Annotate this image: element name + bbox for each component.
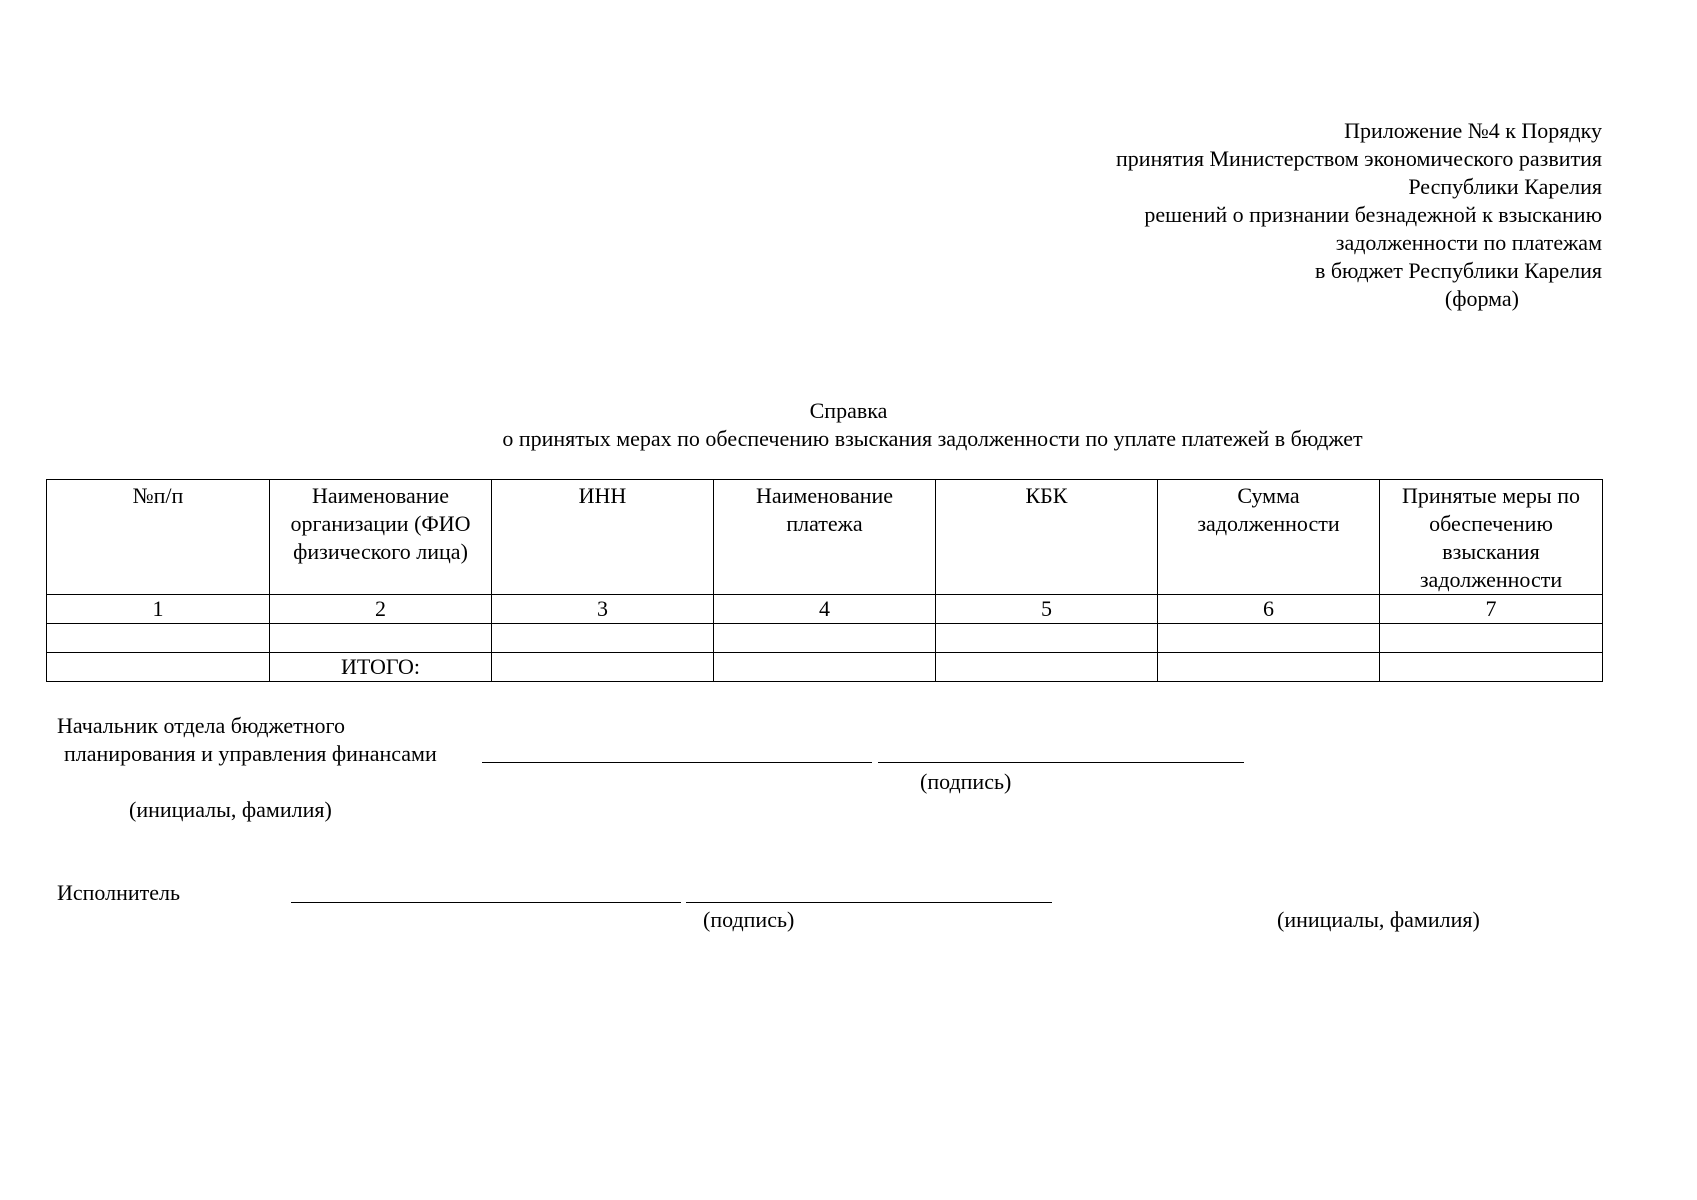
appendix-line: задолженности по платежам xyxy=(1335,230,1602,255)
table-row xyxy=(47,624,1603,653)
table-header-cell: ИНН xyxy=(492,480,714,595)
head-initials-field[interactable] xyxy=(878,762,1244,763)
total-label: ИТОГО: xyxy=(270,653,492,682)
table-cell[interactable] xyxy=(1380,624,1603,653)
column-number-cell: 4 xyxy=(714,595,936,624)
head-title-line-2: планирования и управления финансами xyxy=(64,741,437,766)
total-amount-cell[interactable] xyxy=(1158,653,1380,682)
form-label: (форма) xyxy=(1444,286,1519,311)
appendix-line: решений о признании безнадежной к взысканию xyxy=(1144,202,1602,227)
table-header-cell: Сумма задолженности xyxy=(1158,480,1380,595)
table-cell[interactable] xyxy=(47,653,270,682)
table-cell[interactable] xyxy=(270,624,492,653)
column-number-cell: 2 xyxy=(270,595,492,624)
appendix-line: принятия Министерством экономического развития xyxy=(1116,146,1602,171)
table-header-cell: КБК xyxy=(936,480,1158,595)
column-number-cell: 5 xyxy=(936,595,1158,624)
head-initials-caption: (инициалы, фамилия) xyxy=(129,797,332,822)
executor-label: Исполнитель xyxy=(57,880,181,905)
head-signature-field[interactable] xyxy=(482,762,872,763)
debt-table xyxy=(46,479,1603,682)
head-title-line-1: Начальник отдела бюджетного xyxy=(57,713,346,738)
executor-signature-field[interactable] xyxy=(291,902,681,903)
appendix-line: Приложение №4 к Порядку xyxy=(1344,118,1602,143)
table-cell[interactable] xyxy=(714,624,936,653)
column-number-cell: 6 xyxy=(1158,595,1380,624)
table-header-cell: Принятые меры по обеспечению взыскания задолженности xyxy=(1380,480,1603,595)
table-cell[interactable] xyxy=(492,653,714,682)
executor-signature-caption: (подпись) xyxy=(703,907,795,932)
appendix-line: Республики Карелия xyxy=(1408,174,1602,199)
head-signature-caption: (подпись) xyxy=(920,769,1012,794)
table-header-cell: Наименование организации (ФИО физического лица) xyxy=(270,480,492,595)
column-number-cell: 7 xyxy=(1380,595,1603,624)
column-number-cell: 3 xyxy=(492,595,714,624)
appendix-block xyxy=(1116,117,1602,313)
table-cell[interactable] xyxy=(47,624,270,653)
executor-initials-field[interactable] xyxy=(686,902,1052,903)
table-header-row xyxy=(47,480,1603,595)
table-column-numbers-row xyxy=(47,595,1603,624)
table-header-cell: №п/п xyxy=(47,480,270,595)
column-number-cell: 1 xyxy=(47,595,270,624)
table-cell[interactable] xyxy=(714,653,936,682)
table-cell[interactable] xyxy=(936,624,1158,653)
title-line-2: о принятых мерах по обеспечению взыскания задолженности по уплате платежей в бюджет xyxy=(502,426,1363,451)
executor-initials-caption: (инициалы, фамилия) xyxy=(1277,907,1480,932)
appendix-line: в бюджет Республики Карелия xyxy=(1314,258,1602,283)
table-cell[interactable] xyxy=(1380,653,1603,682)
table-cell[interactable] xyxy=(936,653,1158,682)
table-cell[interactable] xyxy=(1158,624,1380,653)
table-cell[interactable] xyxy=(492,624,714,653)
table-header-cell: Наименование платежа xyxy=(714,480,936,595)
title-line-1: Справка xyxy=(809,398,888,423)
table-total-row xyxy=(47,653,1603,682)
